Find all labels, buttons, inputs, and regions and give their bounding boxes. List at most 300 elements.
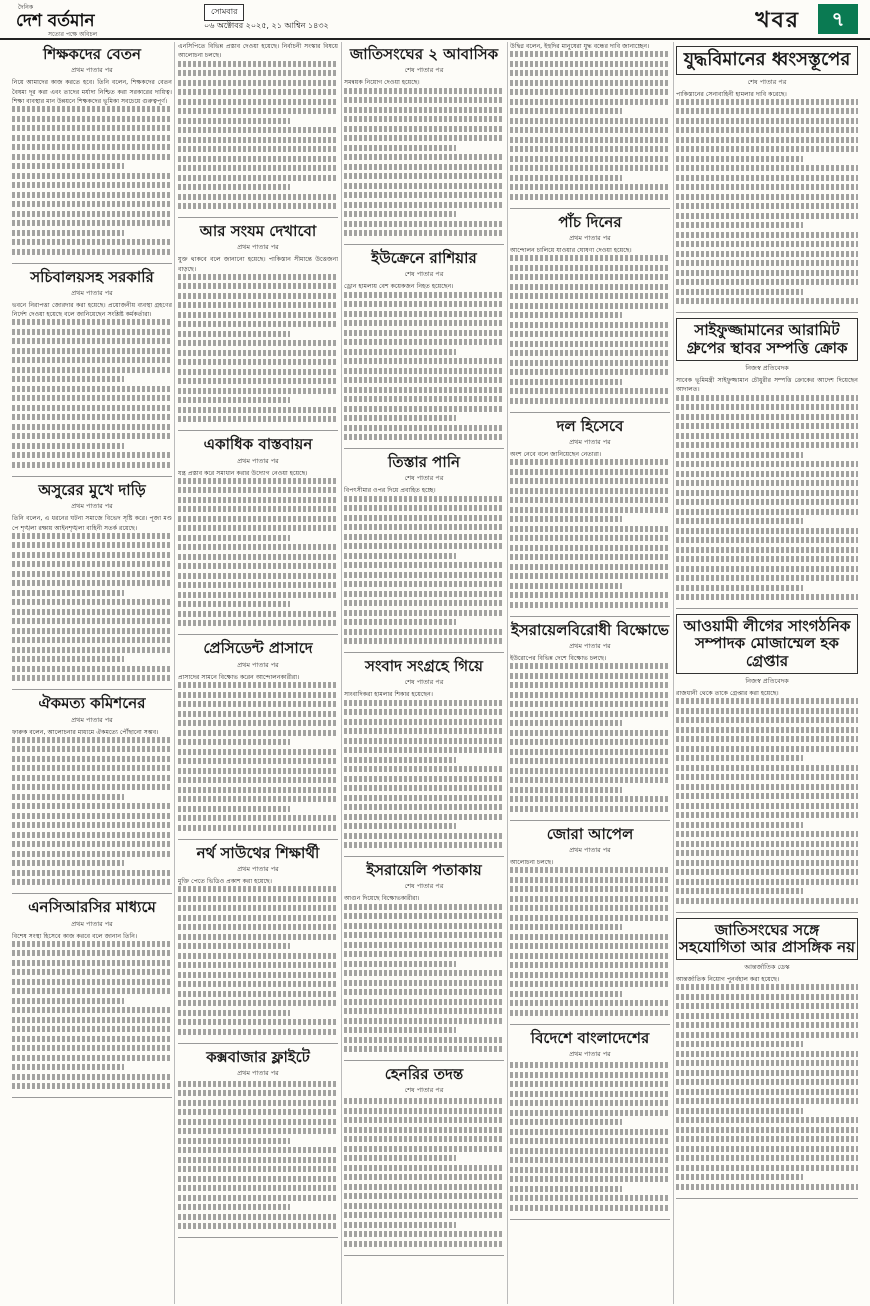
news-story[interactable]	[12, 269, 172, 468]
text-line	[344, 301, 504, 307]
text-line	[344, 795, 504, 801]
text-line	[178, 758, 338, 764]
text-line	[344, 814, 504, 820]
text-line	[344, 951, 504, 957]
text-line	[510, 777, 670, 783]
story-divider	[510, 412, 670, 413]
text-line	[676, 822, 803, 828]
news-story[interactable]	[12, 899, 172, 1089]
story-headline[interactable]: জাতিসংঘের ২ আবাসিক	[349, 45, 499, 63]
text-line	[12, 376, 124, 382]
story-continuation: শেষ পাতার পর	[747, 77, 787, 86]
story-continuation: প্রথম পাতার পর	[237, 1068, 279, 1077]
text-line	[510, 194, 670, 200]
text-line	[510, 360, 670, 366]
text-line	[178, 369, 338, 375]
text-line	[344, 1117, 504, 1123]
text-line	[12, 220, 172, 226]
text-line	[510, 350, 670, 356]
text-line	[178, 720, 338, 726]
column-3	[344, 42, 504, 1304]
page-number: ৭	[818, 4, 858, 34]
text-line	[12, 637, 172, 643]
text-line	[178, 340, 338, 346]
text-line	[344, 961, 456, 967]
story-divider	[12, 263, 172, 264]
text-line	[178, 934, 338, 940]
text-line	[676, 260, 858, 266]
text-line	[178, 1081, 338, 1087]
story-headline[interactable]: সাইফুজ্জামানের আরামিট গ্রুপের স্থাবর সম্পত্তি ক্রোক	[676, 318, 858, 361]
story-headline[interactable]: একাধিক বাস্তবায়ন	[203, 435, 313, 454]
text-line	[12, 106, 172, 112]
text-line	[676, 1108, 803, 1114]
text-line	[676, 156, 803, 162]
text-line	[510, 341, 670, 347]
text-line	[178, 165, 338, 171]
news-story[interactable]	[510, 826, 670, 1016]
text-line	[676, 414, 858, 420]
text-line	[676, 99, 858, 105]
text-line	[676, 213, 858, 219]
text-line	[510, 1186, 622, 1192]
column-4	[510, 42, 670, 1304]
text-line	[12, 144, 172, 150]
text-line	[178, 915, 338, 921]
text-line	[344, 591, 504, 597]
text-line	[510, 934, 670, 940]
text-line	[12, 746, 172, 752]
story-body: ফারুক বলেন, আলোচনার মাধ্যমে ঐকমত্যে পৌঁছানো সম্ভব।	[12, 728, 159, 736]
text-line	[344, 833, 504, 839]
text-line	[12, 666, 172, 672]
news-story[interactable]	[676, 46, 858, 304]
text-line	[344, 913, 504, 919]
story-continuation: শেষ পাতার পর	[404, 270, 444, 279]
text-line	[12, 580, 172, 586]
news-story[interactable]	[676, 918, 858, 1190]
news-story[interactable]	[178, 640, 338, 830]
story-headline[interactable]: নর্থ সাউথের শিক্ষার্থী	[196, 843, 320, 862]
text-line	[178, 692, 338, 698]
text-line	[12, 125, 172, 131]
text-line	[510, 1091, 670, 1097]
text-line	[178, 601, 290, 607]
story-headline[interactable]: যুদ্ধবিমানের ধ্বংসস্তূপের	[676, 46, 858, 75]
text-line	[510, 806, 670, 812]
text-line	[12, 941, 172, 947]
text-line	[12, 784, 172, 790]
text-line	[676, 175, 858, 181]
text-line	[344, 980, 504, 986]
story-body: বিশেষ সংস্থা হিসেবে কাজ করবে বলে জানান তিনি।	[12, 932, 138, 940]
story-divider	[510, 616, 670, 617]
text-line	[178, 388, 338, 394]
story-body: অংশ নেবে বলে জানিয়েছেন নেতারা।	[510, 451, 602, 459]
text-line	[510, 915, 670, 921]
story-divider	[344, 448, 504, 449]
text-line	[344, 581, 504, 587]
text-line	[344, 425, 504, 431]
story-headline[interactable]: হেনরির তদন্ত	[384, 1065, 464, 1084]
story-headline[interactable]: জাতিসংঘের সঙ্গে সহযোগিতা আর প্রাসঙ্গিক নয়	[676, 918, 858, 961]
story-body: সাংবাদিকরা হামলার শিকার হয়েছেন।	[344, 691, 434, 699]
text-line	[12, 590, 124, 596]
news-story[interactable]	[12, 46, 172, 255]
story-headline[interactable]: সংবাদ সংগ্রহে গিয়ে	[365, 657, 483, 676]
text-line	[676, 499, 858, 505]
text-line	[510, 749, 670, 755]
text-line	[676, 184, 858, 190]
text-line	[344, 1184, 504, 1190]
text-line	[344, 330, 504, 336]
text-line	[676, 717, 858, 723]
text-line	[178, 350, 338, 356]
text-line	[12, 329, 172, 335]
text-line	[344, 116, 504, 122]
text-line	[510, 1100, 670, 1106]
story-headline[interactable]: কক্সবাজার ফ্লাইটে	[206, 1047, 310, 1066]
story-headline[interactable]: প্রেসিডেন্ট প্রাসাদে	[203, 639, 313, 658]
story-divider	[178, 430, 338, 431]
text-line	[344, 1008, 504, 1014]
text-line	[12, 571, 172, 577]
text-line	[676, 765, 858, 771]
text-line	[510, 459, 670, 465]
text-line	[178, 293, 338, 299]
text-line	[510, 692, 670, 698]
text-line	[178, 896, 338, 902]
story-headline[interactable]: অসুরের মুখে দাড়ি	[38, 480, 146, 499]
text-line	[344, 230, 504, 236]
news-story[interactable]	[344, 454, 504, 644]
text-line	[12, 552, 172, 558]
text-line	[676, 812, 858, 818]
news-story[interactable]	[12, 482, 172, 681]
news-story[interactable]	[178, 42, 338, 209]
text-line	[676, 461, 858, 467]
text-line	[178, 506, 338, 512]
text-line	[510, 972, 670, 978]
news-story[interactable]	[344, 862, 504, 1052]
text-line	[676, 746, 858, 752]
text-line	[510, 488, 670, 494]
text-line	[510, 886, 670, 892]
text-line	[344, 757, 456, 763]
text-line	[676, 518, 803, 524]
text-line	[344, 1136, 504, 1142]
text-line	[344, 1165, 504, 1171]
text-line	[676, 251, 858, 257]
text-line	[12, 542, 172, 548]
story-body: যন্ত্র প্রস্তাব করে সমাধান করার উদ্যোগ নেওয়া হয়েছে।	[178, 469, 308, 477]
text-line	[178, 487, 338, 493]
text-line	[344, 610, 504, 616]
story-headline[interactable]: পাঁচ দিনের	[558, 212, 622, 231]
text-line	[12, 998, 124, 1004]
text-line	[676, 537, 858, 543]
news-story[interactable]	[676, 614, 858, 904]
story-headline[interactable]: শিক্ষকদের বেতন	[43, 45, 141, 63]
text-line	[12, 794, 124, 800]
text-line	[510, 1176, 670, 1182]
text-line	[676, 1089, 858, 1095]
news-story[interactable]	[510, 622, 670, 812]
text-line	[344, 154, 504, 160]
story-divider	[12, 893, 172, 894]
text-line	[676, 698, 858, 704]
story-divider	[344, 1060, 504, 1061]
story-divider	[676, 312, 858, 313]
text-line	[178, 156, 338, 162]
news-story[interactable]	[178, 223, 338, 422]
text-line	[344, 387, 504, 393]
text-line	[344, 1203, 504, 1209]
text-line	[178, 1019, 338, 1025]
text-line	[510, 1000, 670, 1006]
text-line	[178, 108, 338, 114]
text-line	[676, 1174, 803, 1180]
text-line	[344, 1174, 504, 1180]
text-line	[344, 358, 504, 364]
text-line	[510, 478, 670, 484]
text-line	[178, 359, 338, 365]
story-continuation: প্রথম পাতার পর	[569, 642, 611, 651]
text-line	[676, 395, 858, 401]
text-line	[676, 831, 858, 837]
text-line	[12, 1017, 172, 1023]
story-headline[interactable]: সচিবালয়সহ সরকারি	[30, 267, 154, 286]
news-story[interactable]	[510, 214, 670, 404]
text-line	[178, 89, 338, 95]
story-body: উদ্বিগ্ন বলেন, ইহুদির মানুষেরা যুদ্ধ বন্ধের দাবি জানাচ্ছেন।	[510, 43, 650, 50]
text-line	[178, 118, 290, 124]
text-line	[12, 135, 172, 141]
story-body: মুক্তি পেতে ভিডিও প্রকাশ করা হয়েছে।	[178, 877, 272, 885]
text-line	[12, 1007, 172, 1013]
text-line	[510, 953, 670, 959]
news-story[interactable]	[510, 418, 670, 608]
text-line	[676, 1146, 858, 1152]
story-headline[interactable]: ইসরায়েলবিরোধী বিক্ষোভে	[511, 620, 669, 639]
column-2	[178, 42, 338, 1304]
text-line	[178, 61, 338, 67]
text-line	[12, 1045, 172, 1051]
story-continuation: প্রথম পাতার পর	[569, 1050, 611, 1059]
story-continuation: প্রথম পাতার পর	[237, 456, 279, 465]
story-headline[interactable]: তিস্তার পানি	[388, 453, 460, 472]
text-line	[676, 289, 803, 295]
story-divider	[12, 1097, 172, 1098]
story-divider	[344, 244, 504, 245]
text-line	[344, 107, 504, 113]
text-line	[178, 312, 338, 318]
text-line	[344, 1212, 504, 1218]
text-line	[510, 108, 622, 114]
news-story[interactable]	[344, 1066, 504, 1247]
text-line	[344, 1018, 504, 1024]
story-headline[interactable]: ইসরায়েলি পতাকায়	[366, 861, 482, 880]
story-headline[interactable]: আওয়ামী লীগের সাংগঠনিক সম্পাদক মোজাম্মেল হক গ্রেপ্তার	[676, 614, 858, 674]
text-line	[344, 1027, 456, 1033]
text-line	[178, 478, 338, 484]
text-line	[178, 1214, 338, 1220]
text-line	[12, 230, 124, 236]
news-story[interactable]	[510, 42, 670, 200]
text-line	[676, 1013, 858, 1019]
text-line	[178, 544, 338, 550]
text-line	[178, 283, 338, 289]
news-story[interactable]	[178, 1049, 338, 1230]
text-line	[676, 1127, 858, 1133]
news-story[interactable]	[676, 318, 858, 600]
story-headline[interactable]: বিদেশে বাংলাদেশের	[530, 1028, 650, 1047]
story-body: ভবনে নিরাপত্তা জোরদার করা হয়েছে। প্রয়োজনীয় ব্যবস্থা গ্রহণের নির্দেশ দেওয়া হয়েছে বলে জানিয়েছেন সংশ্লিষ্ট কর্মকর্তারা।	[12, 301, 172, 319]
text-line	[178, 1128, 338, 1134]
text-line	[178, 777, 338, 783]
text-line	[12, 860, 124, 866]
text-line	[12, 813, 172, 819]
text-line	[676, 279, 858, 285]
news-story[interactable]	[178, 436, 338, 626]
text-line	[178, 1176, 338, 1182]
news-story[interactable]	[344, 46, 504, 236]
text-line	[344, 619, 456, 625]
text-line	[344, 434, 504, 440]
text-line	[510, 991, 622, 997]
text-line	[510, 146, 670, 152]
story-body: আগুন দিয়েছে বিক্ষোভকারীরা।	[344, 895, 420, 903]
text-line	[510, 293, 670, 299]
text-line	[344, 292, 504, 298]
story-headline[interactable]: ঐকমত্য কমিশনের	[38, 694, 146, 713]
text-line	[676, 442, 858, 448]
text-line	[676, 146, 858, 152]
text-line	[178, 1157, 338, 1163]
text-line	[510, 682, 670, 688]
text-line	[676, 270, 858, 276]
text-line	[12, 675, 172, 681]
text-line	[178, 701, 338, 707]
text-line	[12, 201, 172, 207]
text-line	[676, 1032, 858, 1038]
text-line	[12, 405, 172, 411]
story-headline[interactable]: ইউক্রেনে রাশিয়ার	[371, 249, 477, 268]
text-line	[344, 572, 504, 578]
text-line	[510, 175, 622, 181]
text-line	[12, 1083, 172, 1089]
text-line	[178, 730, 338, 736]
text-line	[344, 1155, 456, 1161]
news-story[interactable]	[12, 695, 172, 885]
text-line	[344, 396, 504, 402]
text-line	[12, 239, 172, 245]
text-line	[510, 61, 670, 67]
text-line	[510, 711, 670, 717]
news-story[interactable]	[178, 845, 338, 1035]
text-line	[178, 563, 338, 569]
text-line	[510, 184, 670, 190]
text-line	[676, 585, 803, 591]
text-line	[344, 221, 504, 227]
text-line	[12, 163, 124, 169]
story-headline[interactable]: দল হিসেবে	[556, 416, 624, 435]
text-line	[676, 528, 858, 534]
text-line	[12, 116, 172, 122]
story-divider	[12, 476, 172, 477]
text-line	[344, 738, 504, 744]
text-line	[510, 127, 670, 133]
text-line	[344, 562, 504, 568]
text-line	[178, 274, 338, 280]
text-line	[12, 452, 172, 458]
text-line	[12, 357, 172, 363]
text-line	[178, 924, 338, 930]
story-continuation: প্রথম পাতার পর	[71, 502, 113, 511]
story-continuation: প্রথম পাতার পর	[569, 846, 611, 855]
text-line	[12, 1036, 172, 1042]
text-line	[344, 766, 504, 772]
text-line	[510, 701, 670, 707]
news-story[interactable]	[344, 250, 504, 440]
story-divider	[510, 1219, 670, 1220]
text-line	[344, 999, 504, 1005]
news-story[interactable]	[344, 658, 504, 848]
story-body: ইউরোপের বিভিন্ন দেশে বিক্ষোভ চলছে।	[510, 655, 607, 663]
text-line	[676, 1051, 858, 1057]
text-line	[12, 950, 172, 956]
text-line	[178, 1119, 338, 1125]
logo-name: দেশ বর্তমান	[16, 11, 95, 31]
text-line	[178, 1147, 338, 1153]
news-story[interactable]	[510, 1030, 670, 1211]
logo-tagline: সত্যের পক্ষে অবিচল	[48, 31, 98, 38]
text-line	[676, 566, 858, 572]
story-headline[interactable]: আর সংযম দেখাবো	[199, 222, 317, 241]
text-line	[676, 736, 858, 742]
text-line	[12, 338, 172, 344]
text-line	[12, 832, 172, 838]
newspaper-logo[interactable]	[14, 2, 132, 36]
text-line	[12, 462, 172, 468]
story-continuation: প্রথম পাতার পর	[71, 66, 113, 75]
text-line	[676, 203, 858, 209]
story-continuation: প্রথম পাতার পর	[237, 660, 279, 669]
text-line	[676, 984, 858, 990]
text-line	[510, 720, 622, 726]
text-line	[510, 331, 670, 337]
text-line	[510, 564, 670, 570]
text-line	[178, 407, 338, 413]
text-line	[12, 979, 172, 985]
story-body: ড্রোন হামলায় বেশ কয়েকজন নিহত হয়েছেন।	[344, 283, 454, 291]
text-line	[344, 415, 456, 421]
story-headline[interactable]: জোরা আপেল	[546, 824, 634, 843]
text-line	[510, 284, 670, 290]
text-line	[676, 774, 858, 780]
text-line	[676, 547, 858, 553]
text-line	[344, 1222, 456, 1228]
text-line	[178, 739, 290, 745]
text-line	[344, 719, 504, 725]
text-line	[676, 1117, 858, 1123]
text-line	[510, 554, 670, 560]
story-headline[interactable]: এনসিআরসির মাধ্যমে	[28, 898, 156, 917]
text-line	[510, 1205, 670, 1211]
text-line	[12, 737, 172, 743]
text-line	[344, 97, 504, 103]
text-line	[344, 534, 504, 540]
